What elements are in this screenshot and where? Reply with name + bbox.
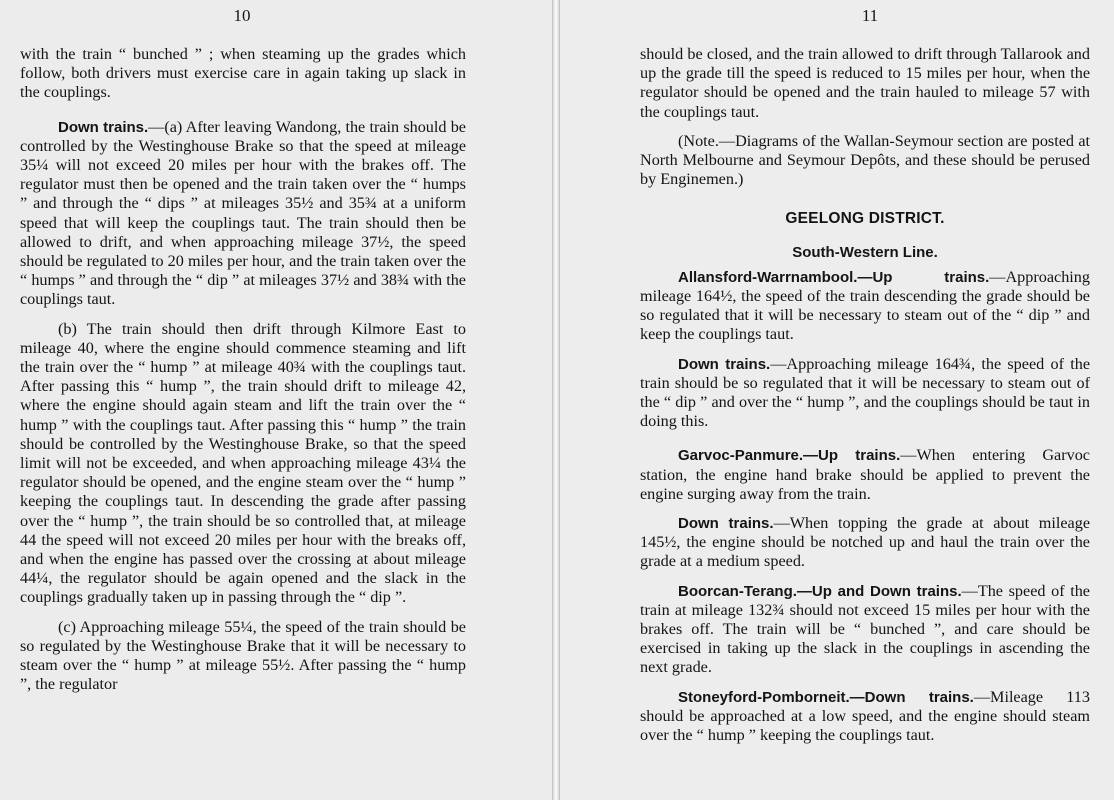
paragraph: [20, 320, 466, 608]
paragraph-lead: Down trains.: [678, 515, 774, 533]
paragraph-lead: Garvoc-Panmure.—Up trains.: [678, 447, 901, 465]
paragraph: [640, 688, 1090, 746]
paragraph-text: —When entering Garvoc station, the engine hand brake should be applied to prevent the engine surging away from the train.: [640, 446, 1090, 503]
section-subheading: South-Western Line.: [792, 243, 938, 261]
paragraph-lead: Down trains.: [58, 118, 149, 136]
paragraph: [640, 446, 1090, 504]
paragraph-text: (b) The train should then drift through Kilmore East to mileage 40, where the engine should commence steaming and lift the train over the “ hump ” at mileage 40¾ with the couplings taut. After passing this “ hump ”, the train should drift to mileage 42, where the engine should again steam and lift the train over the “ hump ” with the couplings taut. After passing this “ hump ” the train should be controlled by the Westinghouse Brake, so that the speed limit will not be exceeded, and when approaching mileage 43¼ the regulator should be opened, and the engine steam over the “ hump ” keeping the couplings taut. In descending the grade after passing over the “ hump ”, the train should be so controlled that, at mileage 44 the speed will not exceed 20 miles per hour with the breaks off, and when the engine has passed over the crossing at about mileage 44¼, the regulator should be again opened and the slack in the couplings gradually taken up in passing through the “ dip ”.: [20, 319, 466, 607]
page-number-right: 11: [861, 6, 879, 25]
paragraph-text: —(a) After leaving Wandong, the train should be controlled by the Westinghouse Brake so that the speed at mileage 35¼ will not exceed 20 miles per hour with the brakes off. The regulator must then be opened and the train taken over the “ humps ” and through the “ dips ” at mileages 35½ and 35¾ at a uniform speed that will keep the couplings taut. The train should then be allowed to drift, and when approaching mileage 37½, the speed should be regulated to 20 miles per hour, and the train taken over the “ humps ” and through the “ dip ” at mileages 37½ and 38¾ with the couplings taut.: [20, 117, 466, 309]
paragraph: [20, 45, 466, 103]
paragraph: [640, 268, 1090, 345]
note-paragraph: [640, 132, 1090, 190]
paragraph: [640, 45, 1090, 122]
paragraph-lead: Boorcan-Terang.—Up and Down trains.: [678, 582, 962, 600]
paragraph-text: should be closed, and the train allowed to drift through Tallarook and up the grade till the speed is reduced to 15 miles per hour, when the regulator should be opened and the train hauled to mileage 57 with the couplings taut.: [640, 45, 1090, 121]
page-number-left: 10: [233, 6, 251, 25]
right-page-body: [640, 45, 1090, 745]
paragraph: [640, 582, 1090, 678]
section-heading: GEELONG DISTRICT.: [785, 210, 945, 228]
left-page: [0, 0, 552, 800]
paragraph: [640, 355, 1090, 432]
paragraph-lead: Stoneyford-Pomborneit.—Down trains.: [678, 688, 974, 706]
page-gutter: [552, 0, 560, 800]
paragraph-text: with the train “ bunched ” ; when steaming up the grades which follow, both drivers must exercise care in again taking up slack in the couplings.: [20, 45, 466, 102]
paragraph-lead: Down trains.: [678, 355, 771, 373]
paragraph-text: —The speed of the train at mileage 132¾ should not exceed 15 miles per hour with the brakes off. The train will be “ bunched ”, and care should be exercised in taking up the slack in the couplings in ascending the next grade.: [640, 581, 1090, 677]
paragraph-text: —When topping the grade at about mileage 145½, the engine should be notched up and haul the train over the grade at a medium speed.: [640, 514, 1091, 571]
paragraph-text: —Approaching mileage 164¾, the speed of the train should be so regulated that it will be necessary to steam out of the “ dip ” and over the “ hump ”, and the couplings should be taut in doing this.: [640, 354, 1090, 431]
paragraph-text: (c) Approaching mileage 55¼, the speed of the train should be so regulated by the Westinghouse Brake that it will be necessary to steam over the “ hump ” at mileage 55½. After passing the “ hump ”, the regulator: [20, 617, 466, 694]
left-page-body: [20, 45, 466, 695]
paragraph: [640, 514, 1090, 572]
paragraph: [20, 618, 466, 695]
paragraph: [20, 118, 466, 310]
paragraph-text: —Approaching mileage 164½, the speed of the train descending the grade should be so regulated that it will be necessary to steam out of the “ dip ” and keep the couplings taut.: [640, 267, 1090, 344]
paragraph-text: —Mileage 113 should be approached at a low speed, and the engine should steam over the “ hump ” keeping the couplings taut.: [640, 687, 1090, 745]
paragraph-lead: Allansford-Warrnambool.—Up trains.: [678, 268, 990, 286]
note-text: (Note.—Diagrams of the Wallan-Seymour section are posted at North Melbourne and Seymour Depôts, and these should be perused by Enginemen.): [640, 131, 1090, 189]
